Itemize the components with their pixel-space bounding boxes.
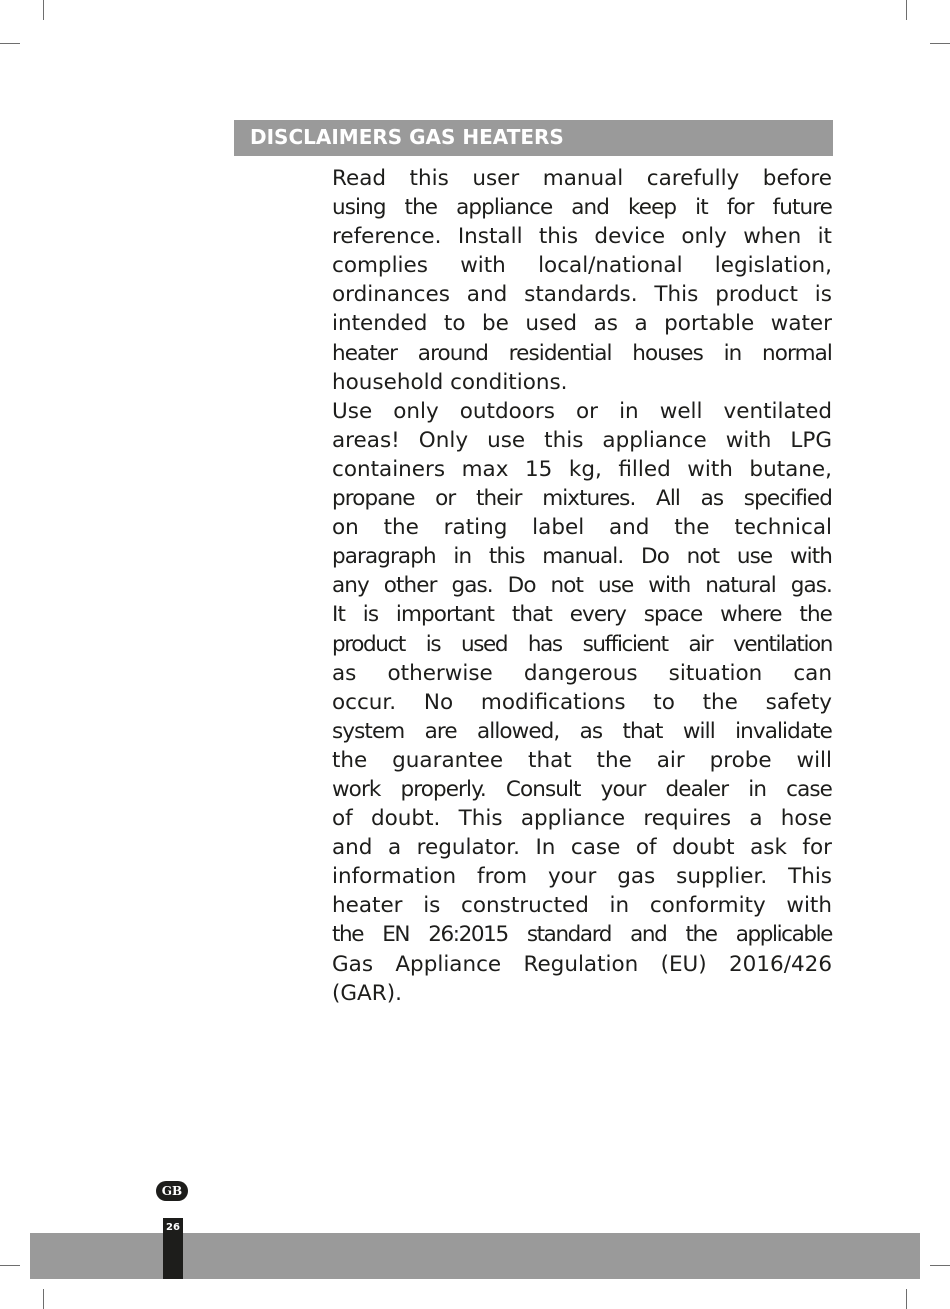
body-line: Read this user manual carefully before: [332, 166, 832, 191]
crop-mark-bottom-left: [43, 1289, 44, 1309]
body-line: containers max 15 kg, filled with butane,: [332, 456, 832, 482]
body-line: ordinances and standards. This product is: [332, 282, 832, 308]
body-line: reference. Install this device only when it: [332, 224, 832, 250]
crop-mark-left-bottom: [0, 1265, 20, 1266]
body-line: as otherwise dangerous situation can: [332, 660, 832, 686]
crop-mark-bottom-right: [906, 1289, 907, 1309]
crop-mark-right-top: [930, 43, 950, 44]
body-line: areas! Only use this appliance with LPG: [332, 427, 832, 453]
page-number: 26: [166, 1222, 180, 1233]
crop-mark-right-bottom: [930, 1265, 950, 1266]
body-line: and a regulator. In case of doubt ask for: [332, 835, 832, 861]
body-line: system are allowed, as that will invalidate: [332, 718, 832, 744]
crop-mark-top-left: [43, 0, 44, 20]
page-number-tab: [163, 1218, 183, 1279]
body-line: intended to be used as a portable water: [332, 311, 832, 337]
body-line: Gas Appliance Regulation (EU) 2016/426: [332, 951, 832, 977]
body-line: work properly. Consult your dealer in case: [332, 776, 832, 802]
body-line: using the appliance and keep it for future: [332, 195, 832, 221]
body-line: the EN 26:2015 standard and the applicable: [332, 922, 832, 948]
body-line: product is used has sufficient air ventilation: [332, 631, 832, 657]
crop-mark-left-top: [0, 43, 20, 44]
body-line: complies with local/national legislation,: [332, 253, 832, 279]
body-line: any other gas. Do not use with natural gas.: [332, 573, 832, 599]
body-line: It is important that every space where the: [332, 602, 832, 628]
disclaimer-body: [332, 164, 832, 1008]
body-line: household conditions.: [332, 369, 568, 395]
body-line: paragraph in this manual. Do not use with: [332, 544, 832, 570]
body-line: on the rating label and the technical: [332, 515, 832, 541]
body-line: heater is constructed in conformity with: [332, 893, 832, 919]
language-badge: GB: [156, 1181, 188, 1201]
body-line: Use only outdoors or in well ventilated: [332, 398, 832, 424]
body-line: information from your gas supplier. This: [332, 864, 832, 890]
body-line: propane or their mixtures. All as specified: [332, 486, 832, 512]
body-line: the guarantee that the air probe will: [332, 747, 832, 773]
body-line: (GAR).: [332, 980, 402, 1006]
body-line: occur. No modifications to the safety: [332, 689, 832, 715]
crop-mark-top-right: [906, 0, 907, 20]
body-line: heater around residential houses in normal: [332, 340, 832, 366]
section-header-bar: [234, 120, 833, 156]
section-title: DISCLAIMERS GAS HEATERS: [250, 125, 564, 149]
body-line: of doubt. This appliance requires a hose: [332, 806, 832, 832]
